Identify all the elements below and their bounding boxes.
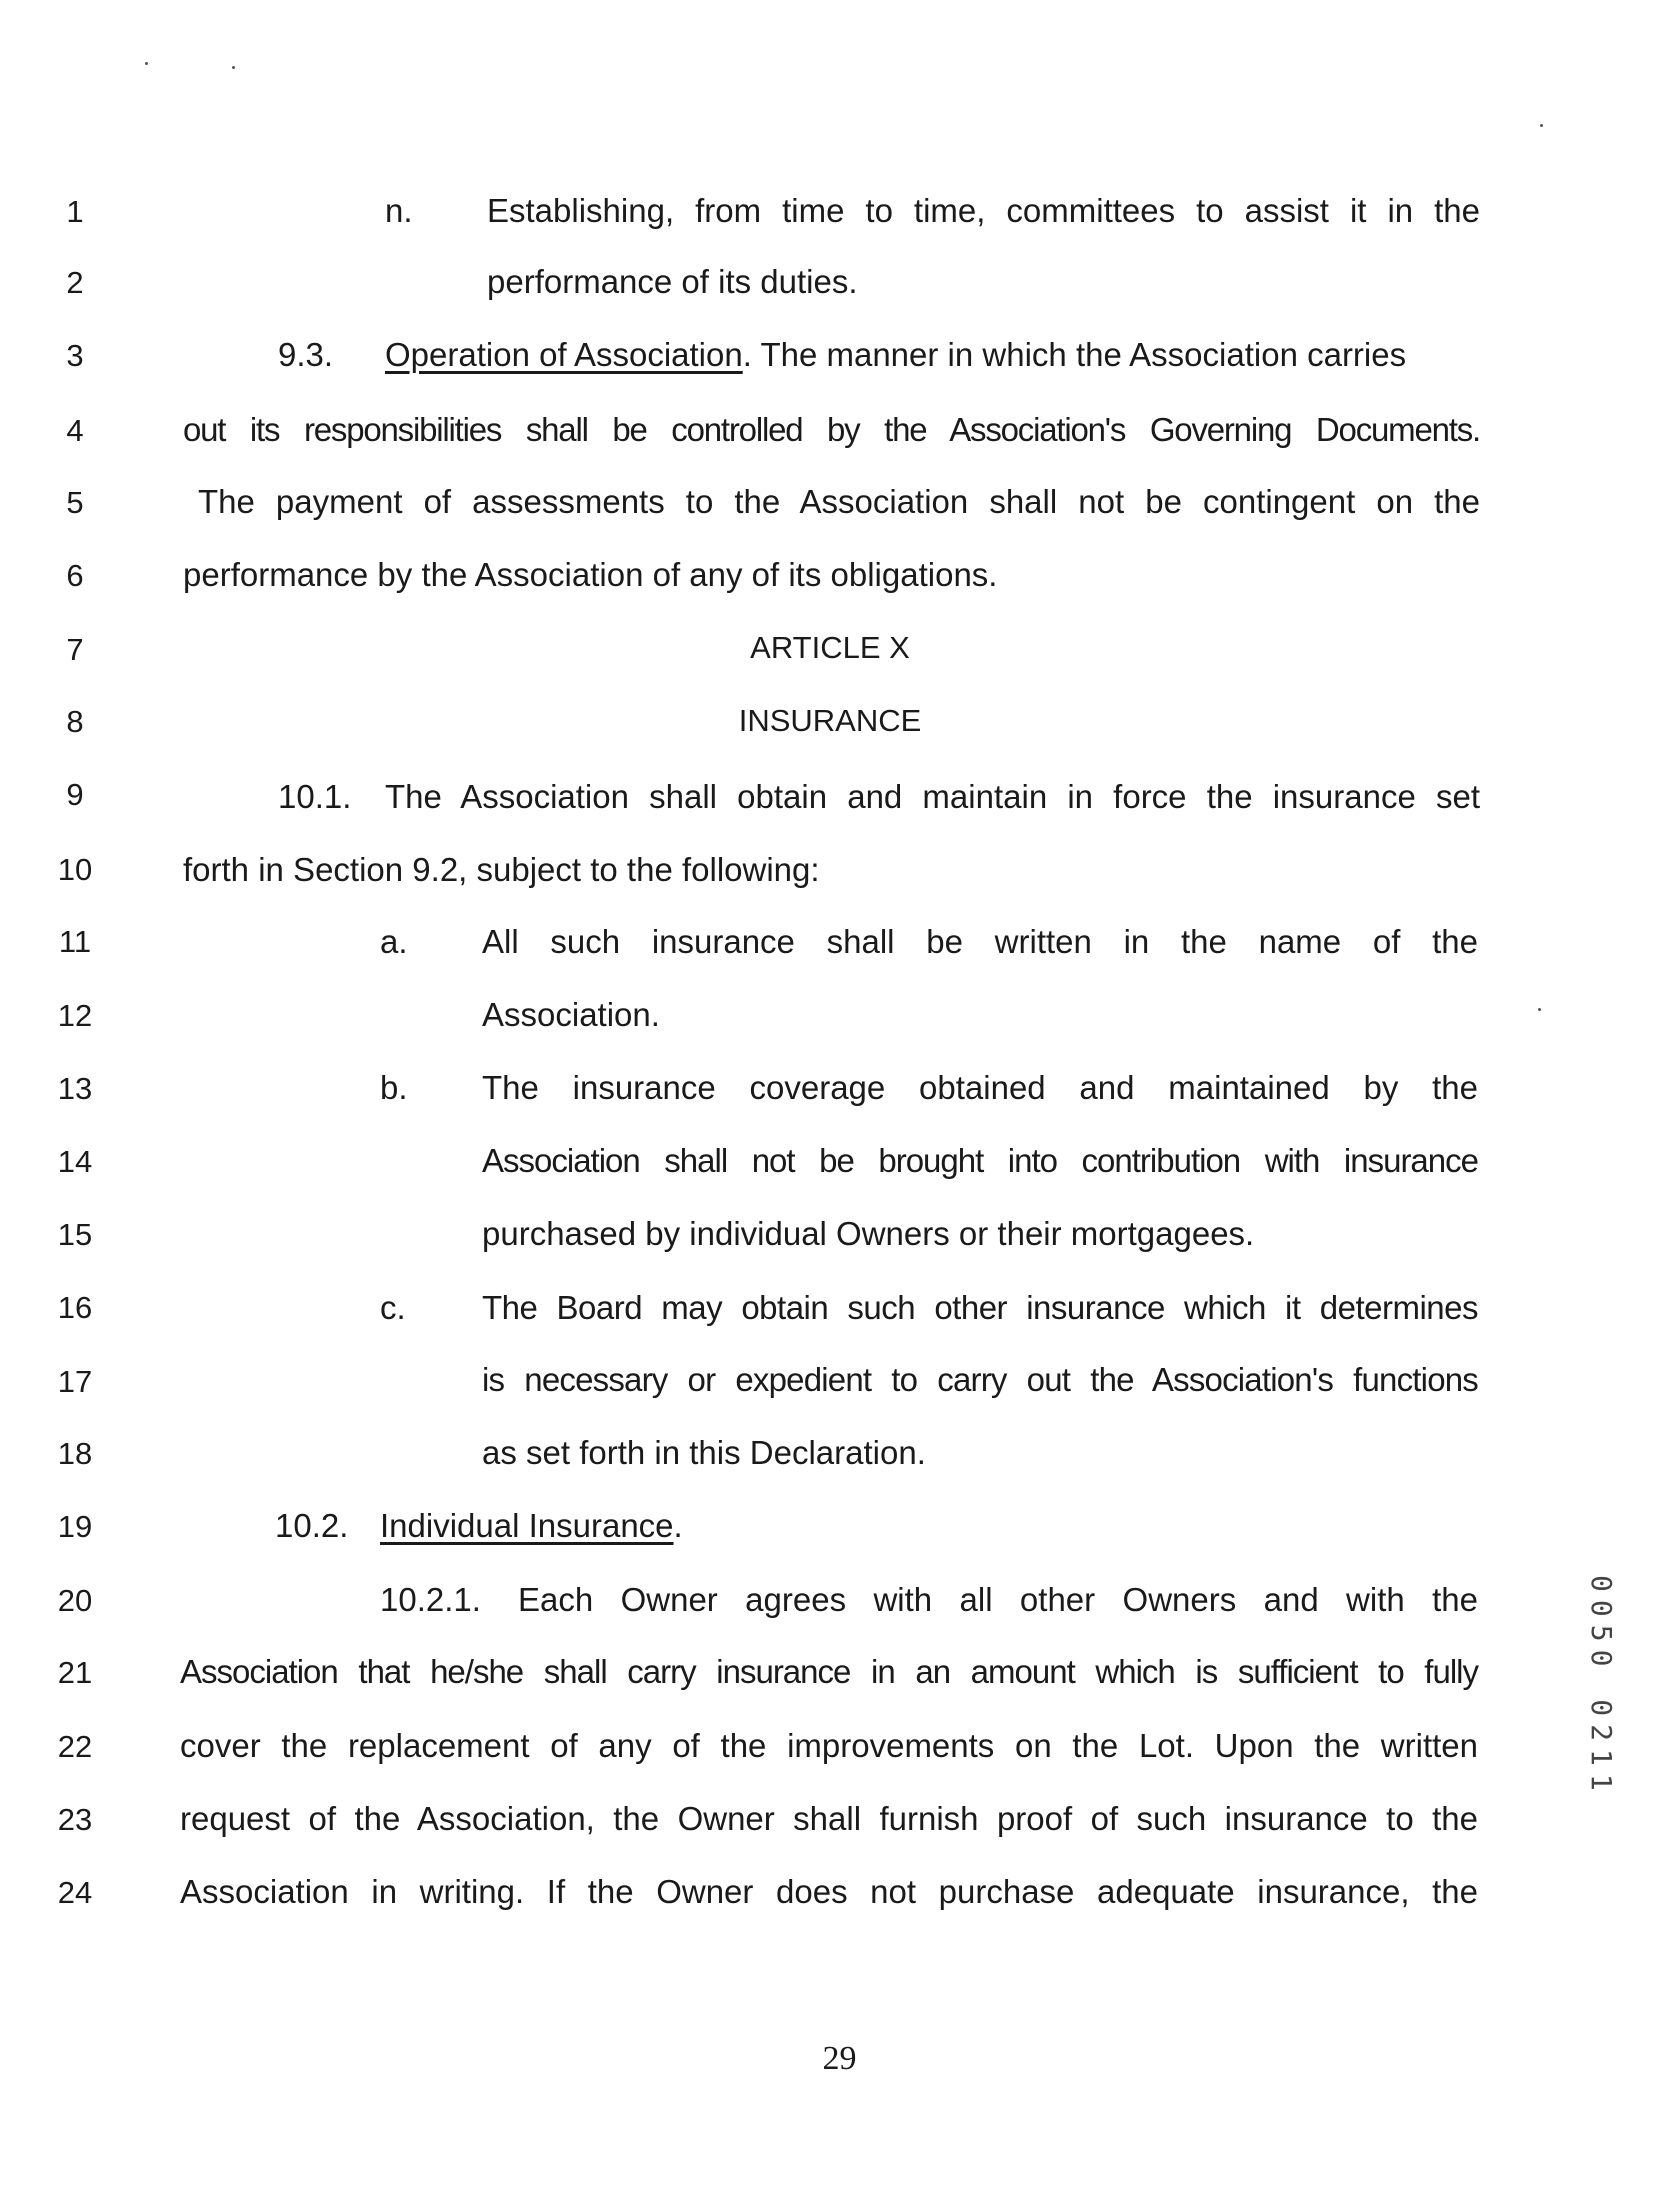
line-number: 4 xyxy=(66,413,84,448)
paragraph-line: All such insurance shall be written in the name of the xyxy=(482,923,1478,960)
line-number: 24 xyxy=(57,1875,93,1910)
paragraph-line: The Association shall obtain and maintain in force the insurance set xyxy=(385,778,1480,815)
line-number: 7 xyxy=(66,632,84,667)
line-number: 19 xyxy=(57,1509,93,1544)
scan-speck xyxy=(145,62,148,65)
paragraph-line: cover the replacement of any of the improvements on the Lot. Upon the written xyxy=(180,1727,1478,1764)
line-number: 18 xyxy=(57,1436,93,1471)
paragraph-line: is necessary or expedient to carry out the Association's functions xyxy=(482,1361,1478,1398)
paragraph-line: The payment of assessments to the Association shall not be contingent on the xyxy=(198,483,1480,520)
line-number: 1 xyxy=(66,194,84,229)
paragraph-line: The insurance coverage obtained and maintained by the xyxy=(482,1069,1478,1106)
article-title: ARTICLE X xyxy=(750,630,910,665)
line-number: 21 xyxy=(57,1655,93,1690)
paragraph-line: Association in writing. If the Owner does not purchase adequate insurance, the xyxy=(180,1873,1478,1910)
paragraph-line: Each Owner agrees with all other Owners and with the xyxy=(518,1581,1478,1618)
list-marker: a. xyxy=(380,923,408,960)
paragraph-line: out its responsibilities shall be controlled by the Association's Governing Documents. xyxy=(183,411,1480,448)
line-number: 14 xyxy=(57,1144,93,1179)
section-heading-line xyxy=(380,1506,683,1546)
line-number: 9 xyxy=(66,777,84,812)
line-number: 3 xyxy=(66,338,84,373)
paragraph-text: . The manner in which the Association carries xyxy=(742,336,1407,373)
section-number: 10.2.1. xyxy=(380,1581,481,1618)
section-number: 10.1. xyxy=(278,778,352,815)
list-marker: n. xyxy=(385,192,413,229)
line-number: 6 xyxy=(66,558,84,593)
list-marker: b. xyxy=(380,1069,408,1106)
margin-stamp: 0050 0211 xyxy=(1585,1575,1618,1799)
paragraph-line: performance of its duties. xyxy=(487,263,858,300)
line-number: 12 xyxy=(57,998,93,1033)
section-heading: Individual Insurance xyxy=(380,1507,674,1544)
scan-speck xyxy=(1540,124,1543,127)
paragraph-line: forth in Section 9.2, subject to the following: xyxy=(183,851,820,888)
paragraph-line: Establishing, from time to time, committees to assist it in the xyxy=(487,192,1480,229)
line-number: 15 xyxy=(57,1217,93,1252)
line-number: 17 xyxy=(57,1364,93,1399)
line-number: 13 xyxy=(57,1071,93,1106)
line-number: 23 xyxy=(57,1802,93,1837)
scan-speck xyxy=(232,66,235,69)
line-number: 5 xyxy=(66,485,84,520)
paragraph-line: as set forth in this Declaration. xyxy=(482,1434,926,1471)
paragraph-line: Association that he/she shall carry insurance in an amount which is sufficient to fully xyxy=(180,1653,1478,1690)
paragraph-line: Association shall not be brought into contribution with insurance xyxy=(482,1142,1478,1179)
line-number: 11 xyxy=(58,924,92,959)
section-heading-line xyxy=(385,335,1406,375)
paragraph-line: Association. xyxy=(482,996,660,1033)
paragraph-line: The Board may obtain such other insurance which it determines xyxy=(482,1289,1478,1326)
list-marker: c. xyxy=(380,1289,406,1326)
paragraph-line: purchased by individual Owners or their mortgagees. xyxy=(482,1215,1255,1252)
paragraph-line: request of the Association, the Owner shall furnish proof of such insurance to the xyxy=(180,1800,1478,1837)
line-number: 10 xyxy=(57,852,93,887)
scan-speck xyxy=(1538,1008,1541,1011)
paragraph-line: performance by the Association of any of its obligations. xyxy=(183,556,998,593)
paragraph-text: . xyxy=(673,1507,683,1544)
line-number: 8 xyxy=(66,704,84,739)
page-number: 29 xyxy=(822,2040,857,2077)
article-subtitle: INSURANCE xyxy=(738,703,922,738)
line-number: 2 xyxy=(66,265,84,300)
section-number: 9.3. xyxy=(278,336,334,373)
section-number: 10.2. xyxy=(275,1507,349,1544)
section-heading: Operation of Association xyxy=(385,336,743,373)
line-number: 22 xyxy=(57,1729,93,1764)
line-number: 16 xyxy=(57,1290,93,1325)
line-number: 20 xyxy=(57,1583,93,1618)
